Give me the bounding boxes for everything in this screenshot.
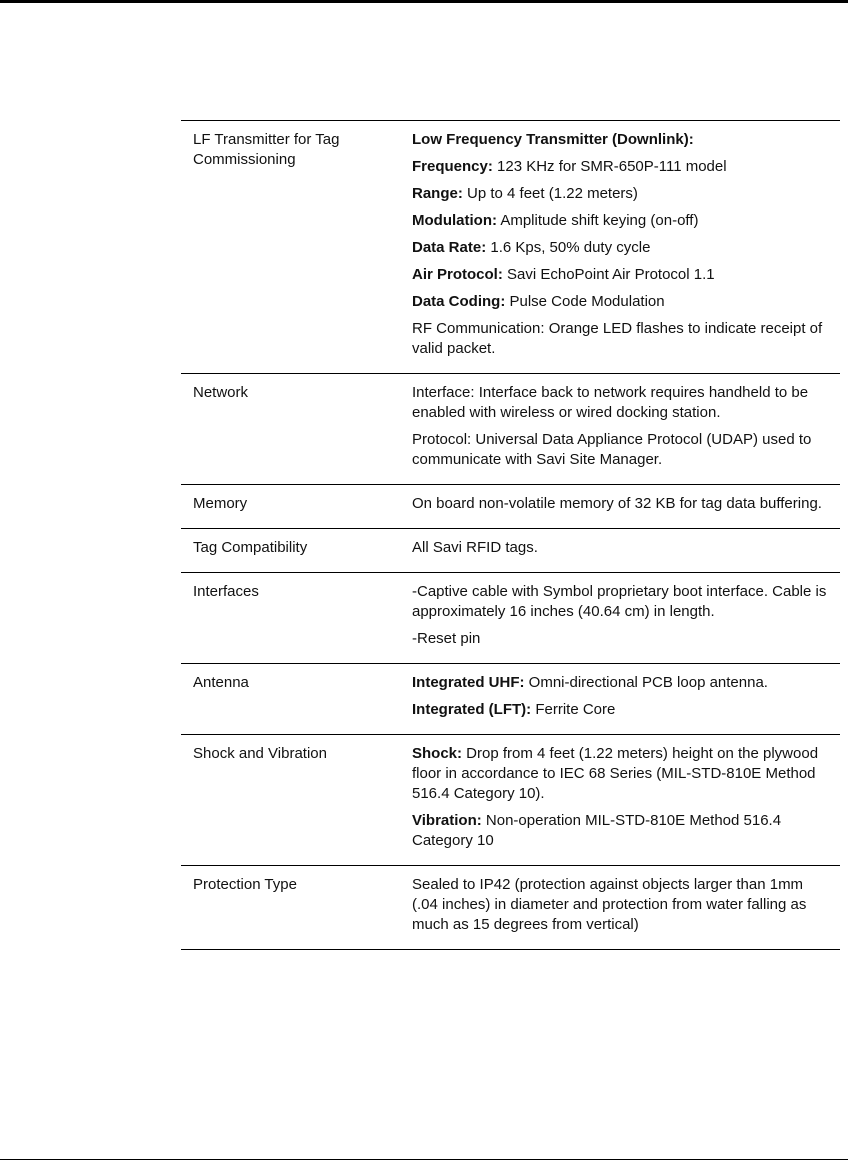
spec-row	[181, 374, 840, 485]
spec-label: Network	[193, 384, 249, 401]
spec-line-key: Data Rate:	[412, 239, 487, 256]
spec-line	[412, 494, 832, 514]
spec-line	[412, 184, 832, 204]
spec-line	[412, 292, 832, 312]
spec-label: Memory	[193, 495, 248, 512]
spec-row	[181, 735, 840, 866]
spec-line-text: Ferrite Core	[531, 701, 616, 718]
spec-line-text: Pulse Code Modulation	[505, 293, 665, 310]
spec-row	[181, 485, 840, 529]
spec-row	[181, 121, 840, 374]
spec-description	[412, 664, 840, 735]
spec-label: LF Transmitter for Tag Commissioning	[193, 131, 340, 168]
spec-row	[181, 529, 840, 573]
specifications-body	[181, 121, 840, 950]
spec-line-key: Integrated UHF:	[412, 674, 525, 691]
spec-line-text: Amplitude shift keying (on-off)	[496, 212, 699, 229]
spec-line-text: RF Communication: Orange LED flashes to indicate receipt of valid packet.	[412, 320, 823, 357]
spec-line-key: Modulation:	[412, 212, 497, 229]
spec-label: Shock and Vibration	[193, 745, 327, 762]
spec-row	[181, 573, 840, 664]
spec-line-text: Protocol: Universal Data Appliance Protocol (UDAP) used to communicate with Savi Site Manager.	[412, 431, 812, 468]
spec-line-text: Interface: Interface back to network requires handheld to be enabled with wireless or wired docking station.	[412, 384, 809, 421]
spec-line	[412, 700, 832, 720]
spec-label: Tag Compatibility	[193, 539, 308, 556]
spec-line-text: Drop from 4 feet (1.22 meters) height on the plywood floor in accordance to IEC 68 Series (MIL-STD-810E Method 516.4 Category 10).	[412, 745, 819, 802]
spec-line-text: -Captive cable with Symbol proprietary boot interface. Cable is approximately 16 inches (40.64 cm) in length.	[412, 583, 827, 620]
spec-line-text: 123 KHz for SMR-650P-111 model	[492, 158, 727, 175]
spec-line	[412, 875, 832, 935]
spec-label: Protection Type	[193, 876, 297, 893]
spec-line-text: Savi EchoPoint Air Protocol 1.1	[502, 266, 715, 283]
spec-description	[412, 121, 840, 374]
spec-description	[412, 485, 840, 529]
spec-label: Antenna	[193, 674, 249, 691]
spec-line-text: Up to 4 feet (1.22 meters)	[462, 185, 638, 202]
spec-line-key: Shock:	[412, 745, 463, 762]
spec-line-text: Non-operation MIL-STD-810E Method 516.4 Category 10	[412, 812, 782, 849]
footer-rule	[0, 1159, 848, 1160]
spec-line	[412, 582, 832, 622]
spec-label: Interfaces	[193, 583, 259, 600]
spec-line-key: Vibration:	[412, 812, 482, 829]
spec-description	[412, 866, 840, 950]
spec-line-text: All Savi RFID tags.	[412, 539, 538, 556]
spec-line-key: Data Coding:	[412, 293, 506, 310]
spec-line	[412, 319, 832, 359]
spec-line	[412, 130, 832, 150]
spec-line	[412, 211, 832, 231]
spec-line-key: Range:	[412, 185, 463, 202]
spec-line	[412, 430, 832, 470]
spec-line	[412, 673, 832, 693]
spec-line	[412, 744, 832, 804]
spec-line-key: Frequency:	[412, 158, 493, 175]
spec-line-text: On board non-volatile memory of 32 KB for tag data buffering.	[412, 495, 822, 512]
spec-line	[412, 265, 832, 285]
spec-line-key: Low Frequency Transmitter (Downlink):	[412, 131, 694, 148]
spec-line-key: Integrated (LFT):	[412, 701, 532, 718]
spec-line-text: Omni-directional PCB loop antenna.	[524, 674, 768, 691]
spec-line	[412, 238, 832, 258]
spec-row	[181, 664, 840, 735]
spec-line-text: 1.6 Kps, 50% duty cycle	[486, 239, 651, 256]
spec-row	[181, 866, 840, 950]
spec-description	[412, 573, 840, 664]
spec-line	[412, 811, 832, 851]
spec-description	[412, 735, 840, 866]
spec-line	[412, 538, 832, 558]
spec-line-text: -Reset pin	[412, 630, 481, 647]
header-rule	[0, 0, 848, 3]
specifications-table	[181, 120, 840, 950]
spec-line-text: Sealed to IP42 (protection against objects larger than 1mm (.04 inches) in diameter and protection from water falling as much as 15 degrees from vertical)	[412, 876, 807, 933]
spec-line	[412, 629, 832, 649]
spec-description	[412, 374, 840, 485]
spec-line-key: Air Protocol:	[412, 266, 503, 283]
spec-description	[412, 529, 840, 573]
spec-line	[412, 157, 832, 177]
spec-line	[412, 383, 832, 423]
